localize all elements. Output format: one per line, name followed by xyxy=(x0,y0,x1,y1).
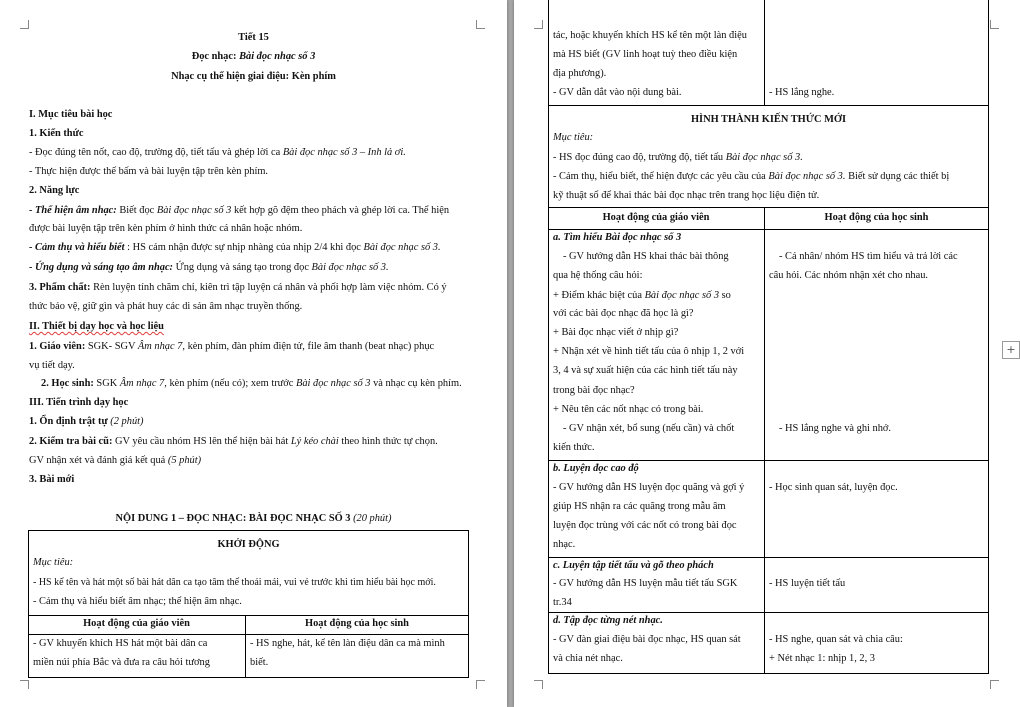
table-cell: trong bài đọc nhạc? xyxy=(553,385,635,396)
table-text: Mục tiêu: xyxy=(553,132,594,143)
table-text: Mục tiêu: xyxy=(33,557,74,568)
crop-mark xyxy=(534,20,543,29)
table-cell: - GV hướng dẫn HS luyện đọc quãng và gợi ý xyxy=(553,482,745,493)
table-cell: địa phương). xyxy=(553,68,607,79)
table-text: kỹ thuật số để khai thác bài đọc nhạc trên trang học liệu điện tử. xyxy=(553,190,820,201)
table-cell: + Nhận xét về hình tiết tấu của ô nhịp 1, 2 với xyxy=(553,346,745,357)
paragraph: 3. Phẩm chất: Rèn luyện tính chăm chỉ, kiên trì tập luyện cá nhân và phối hợp làm việc nhóm. Có ý xyxy=(29,282,447,293)
lesson-title: Tiết 15 xyxy=(238,32,269,43)
crop-mark xyxy=(476,20,485,29)
section-heading: I. Mục tiêu bài học xyxy=(29,109,113,120)
plus-icon[interactable]: + xyxy=(1002,341,1020,359)
subsection-heading: 2. Năng lực xyxy=(29,185,80,196)
paragraph: - Đọc đúng tên nốt, cao độ, trường độ, tiết tấu và ghép lời ca Bài đọc nhạc số 3 – Inh lả ơi. xyxy=(29,147,406,158)
crop-mark xyxy=(20,680,29,689)
crop-mark xyxy=(990,680,999,689)
table-divider xyxy=(548,229,989,230)
paragraph: 1. Giáo viên: SGK- SGV Âm nhạc 7, kèn phím, đàn phím điện tử, file âm thanh (beat nhạc) phục xyxy=(29,341,435,352)
paragraph: - Ứng dụng và sáng tạo âm nhạc: Ứng dụng và sáng tạo trong đọc Bài đọc nhạc số 3. xyxy=(29,262,389,273)
table-cell: miền núi phía Bắc và đưa ra câu hỏi tương xyxy=(33,657,210,668)
table-text: - HS kể tên và hát một số bài hát dân ca tạo tâm thế thoải mái, vui vẻ trước khi tìm hiểu bài học mới. xyxy=(33,577,436,588)
table-cell: với các bài đọc nhạc đã học là gì? xyxy=(553,308,694,319)
table-divider xyxy=(548,557,989,558)
table-cell: + Nét nhạc 1: nhịp 1, 2, 3 xyxy=(769,653,875,664)
table-divider xyxy=(28,615,469,616)
step-heading: b. Luyện đọc cao độ xyxy=(553,463,639,474)
step-heading: d. Tập đọc từng nét nhạc. xyxy=(553,615,663,626)
crop-mark xyxy=(476,680,485,689)
step-heading: a. Tìm hiểu Bài đọc nhạc số 3 xyxy=(553,232,682,243)
table-cell: + Bài đọc nhạc viết ở nhịp gì? xyxy=(553,327,679,338)
table-cell: - Cá nhân/ nhóm HS tìm hiểu và trả lời các xyxy=(779,251,958,262)
table-cell: - GV dẫn dắt vào nội dung bài. xyxy=(553,87,682,98)
table-cell: và chia nét nhạc. xyxy=(553,653,623,664)
crop-mark xyxy=(534,680,543,689)
paragraph: GV nhận xét và đánh giá kết quả (5 phút) xyxy=(29,455,202,466)
paragraph: 2. Kiểm tra bài cũ: GV yêu cầu nhóm HS lên thể hiện bài hát Lý kéo chài theo hình thức tự chọn. xyxy=(29,436,438,447)
table-cell: + Điểm khác biệt của Bài đọc nhạc số 3 so xyxy=(553,290,731,301)
table-cell: qua hệ thống câu hỏi: xyxy=(553,270,643,281)
table-divider xyxy=(548,612,989,613)
lesson-subtitle-2: Nhạc cụ thể hiện giai điệu: Kèn phím xyxy=(171,71,336,82)
table-cell: + Nêu tên các nốt nhạc có trong bài. xyxy=(553,404,704,415)
paragraph: 1. Ổn định trật tự (2 phút) xyxy=(29,416,144,427)
crop-mark xyxy=(990,20,999,29)
table-cell: - HS nghe, quan sát và chia câu: xyxy=(769,634,903,645)
table-cell: tác, hoặc khuyến khích HS kể tên một làn điệu xyxy=(553,30,747,41)
table-cell: câu hỏi. Các nhóm nhận xét cho nhau. xyxy=(769,270,928,281)
lesson-subtitle: Đọc nhạc: Bài đọc nhạc số 3 xyxy=(191,51,316,62)
table-cell: - Học sinh quan sát, luyện đọc. xyxy=(769,482,898,493)
table-divider xyxy=(764,207,765,674)
table-title: HÌNH THÀNH KIẾN THỨC MỚI xyxy=(690,114,847,125)
table-text: - HS đọc đúng cao độ, trường độ, tiết tấu Bài đọc nhạc số 3. xyxy=(553,152,803,163)
table-cell: - HS lắng nghe và ghi nhớ. xyxy=(779,423,891,434)
section-heading: II. Thiết bị dạy học và học liệu xyxy=(29,321,164,332)
table-cell: - GV đàn giai điệu bài đọc nhạc, HS quan sát xyxy=(553,634,741,645)
table-cell: - HS lắng nghe. xyxy=(769,87,835,98)
document-page-left xyxy=(0,0,507,707)
column-header: Hoạt động của giáo viên xyxy=(83,618,190,629)
content-heading: NỘI DUNG 1 – ĐỌC NHẠC: BÀI ĐỌC NHẠC SỐ 3 (20 phút) xyxy=(115,513,392,524)
paragraph: - Cảm thụ và hiểu biết : HS cảm nhận được sự nhịp nhàng của nhịp 2/4 khi đọc Bài đọc nhạc số 3. xyxy=(29,242,441,253)
table-title: KHỞI ĐỘNG xyxy=(217,539,280,550)
table-divider xyxy=(548,460,989,461)
table-cell: - GV khuyến khích HS hát một bài dân ca xyxy=(33,638,208,649)
paragraph: - Thể hiện âm nhạc: Biết đọc Bài đọc nhạc số 3 kết hợp gõ đệm theo phách và ghép lời ca. Thể hiện xyxy=(29,205,450,216)
column-header: Hoạt động của học sinh xyxy=(824,212,929,223)
table-text: - Cảm thụ và hiểu biết âm nhạc; thể hiện âm nhạc. xyxy=(33,596,242,607)
table-cell: biết. xyxy=(250,657,269,668)
table-cell: nhạc. xyxy=(553,539,576,550)
paragraph: vụ tiết dạy. xyxy=(29,360,75,371)
table-cell: luyện đọc trùng với các nốt có trong bài đọc xyxy=(553,520,737,531)
step-heading: c. Luyện tập tiết tấu và gõ theo phách xyxy=(553,560,714,571)
table-cell: - HS luyện tiết tấu xyxy=(769,578,846,589)
table-cell: - GV hướng dẫn HS luyện mẫu tiết tấu SGK xyxy=(553,578,738,589)
table-divider xyxy=(764,0,765,105)
table-cell: 3, 4 và sự xuất hiện của các hình tiết tấu này xyxy=(553,365,738,376)
table-cell: mà HS biết (GV linh hoạt tuỳ theo điều kiện xyxy=(553,49,738,60)
column-header: Hoạt động của giáo viên xyxy=(602,212,710,223)
column-header: Hoạt động của học sinh xyxy=(305,618,409,629)
table-divider xyxy=(28,634,469,635)
document-page-right xyxy=(514,0,1020,707)
subsection-heading: 1. Kiến thức xyxy=(29,128,84,139)
paragraph: - Thực hiện được thế bấm và bài luyện tập trên kèn phím. xyxy=(29,166,269,177)
table-divider xyxy=(548,207,989,208)
table-divider xyxy=(548,105,989,106)
table-cell: - GV nhận xét, bổ sung (nếu cần) và chốt xyxy=(563,423,735,434)
table-cell: giúp HS nhận ra các quãng trong mẫu âm xyxy=(553,501,726,512)
table-cell: - HS nghe, hát, kể tên làn điệu dân ca mà mình xyxy=(250,638,445,649)
table-cell: - GV hướng dẫn HS khai thác bài thông xyxy=(563,251,729,262)
crop-mark xyxy=(20,20,29,29)
paragraph: 2. Học sinh: SGK Âm nhạc 7, kèn phím (nếu có); xem trước Bài đọc nhạc số 3 và nhạc cụ kèn phím. xyxy=(41,378,462,389)
table-cell: kiến thức. xyxy=(553,442,595,453)
table-text: - Cảm thụ, hiểu biết, thể hiện được các yêu cầu của Bài đọc nhạc số 3. Biết sử dụng các thiết bị xyxy=(553,171,950,182)
paragraph: thức bảo vệ, giữ gìn và phát huy các di sản âm nhạc truyền thống. xyxy=(29,301,303,312)
section-heading: III. Tiến trình dạy học xyxy=(29,397,129,408)
paragraph: được bài luyện tập trên kèn phím ở hình thức cá nhân hoặc nhóm. xyxy=(29,223,303,234)
paragraph: 3. Bài mới xyxy=(29,474,75,485)
table-cell: tr.34 xyxy=(553,597,572,608)
